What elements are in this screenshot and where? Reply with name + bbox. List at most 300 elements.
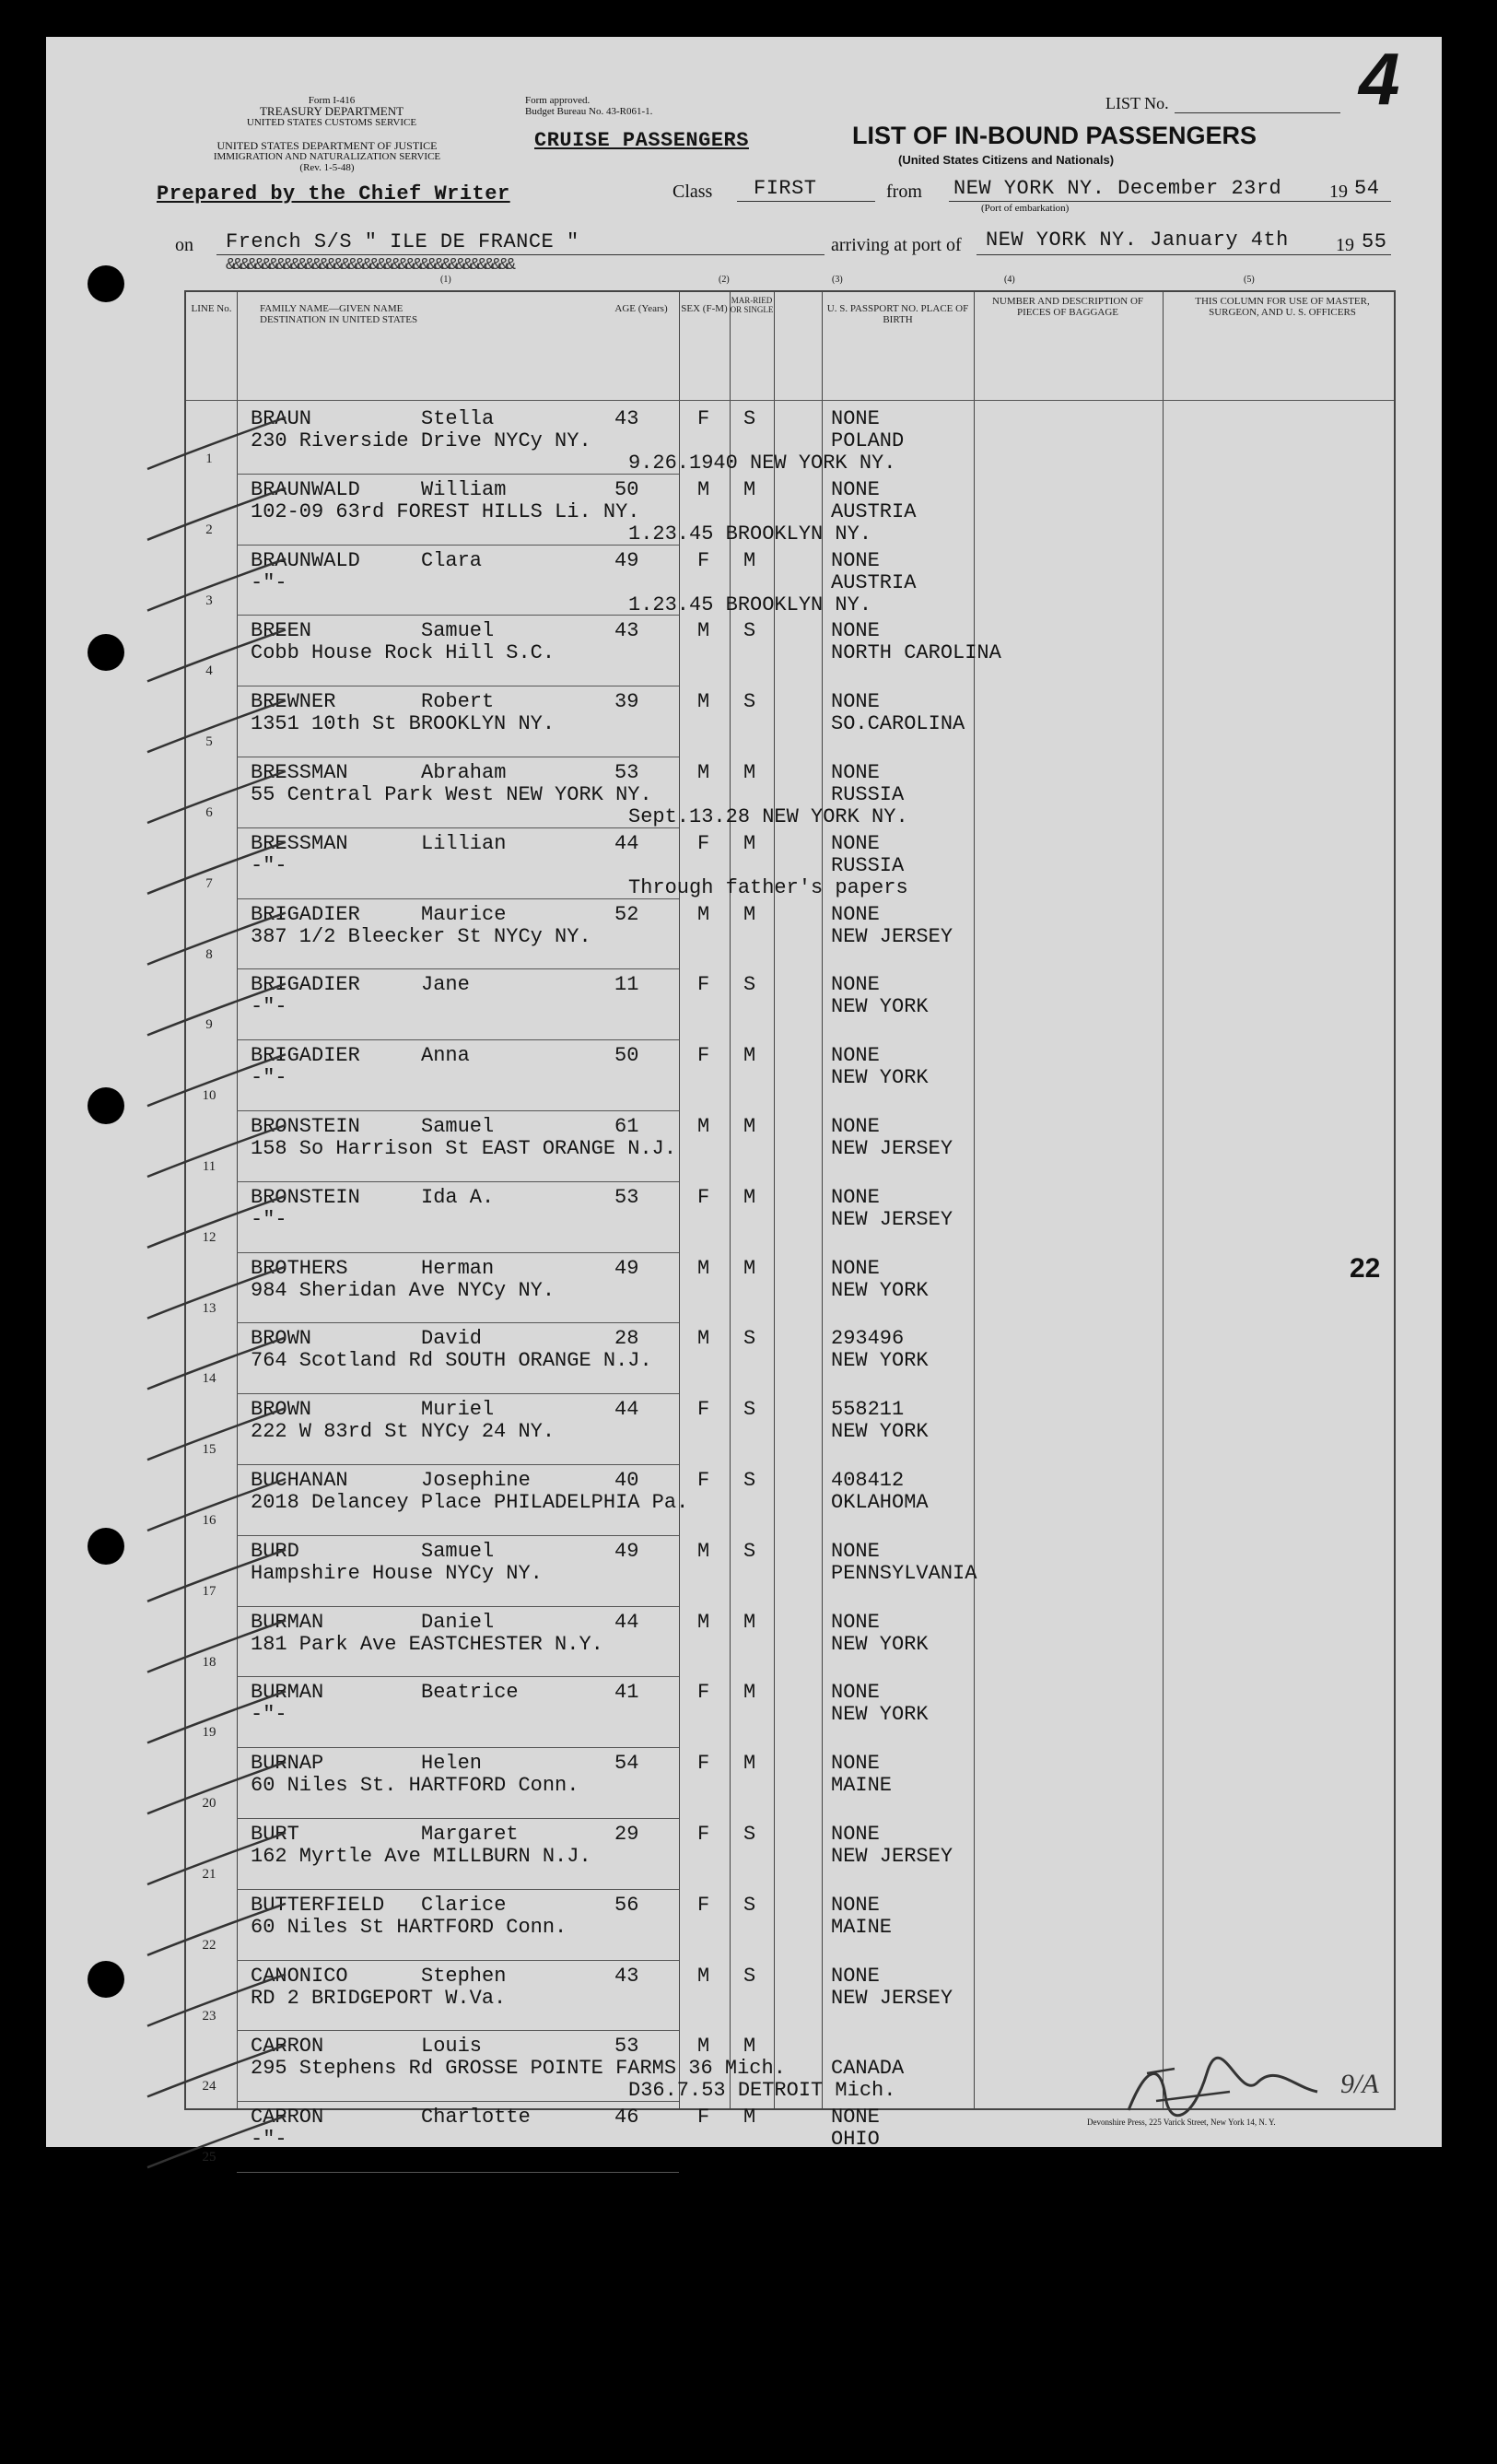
passenger-sex: M	[697, 761, 710, 784]
passenger-destination: 1351 10th St BROOKLYN NY.	[251, 712, 556, 736]
passenger-given-name: Samuel	[421, 1115, 495, 1138]
passenger-birthplace: RUSSIA	[831, 853, 905, 877]
passenger-surname: BURMAN	[251, 1681, 324, 1705]
line-number: 24	[202, 2079, 216, 2094]
col-number-3: (3)	[832, 275, 843, 285]
passenger-destination: -"-	[251, 1066, 287, 1090]
passenger-sex: F	[697, 1398, 710, 1422]
passenger-birthplace: NEW YORK	[831, 1278, 929, 1302]
revision-label: (Rev. 1-5-48)	[299, 162, 355, 173]
passenger-sex: M	[697, 1327, 710, 1351]
list-title: LIST OF IN-BOUND PASSENGERS	[852, 122, 1257, 149]
passenger-passport: NONE	[831, 973, 880, 997]
passenger-passport: NONE	[831, 690, 880, 714]
passenger-birthplace: MAINE	[831, 1915, 893, 1939]
passenger-passport: NONE	[831, 761, 880, 784]
passenger-passport: NONE	[831, 1185, 880, 1209]
passenger-age: 53	[614, 1185, 639, 1209]
passenger-surname: BRAUNWALD	[251, 477, 360, 501]
passenger-destination: 222 W 83rd St NYCy 24 NY.	[251, 1420, 556, 1444]
from-label: from	[886, 182, 922, 202]
passenger-marital-status: S	[743, 1469, 756, 1492]
passenger-sex: F	[697, 1469, 710, 1492]
naturalization-note: D36.7.53 DETROIT Mich.	[628, 2079, 896, 2103]
passenger-destination: 2018 Delancey Place PHILADELPHIA Pa.	[251, 1491, 689, 1514]
passenger-sex: M	[697, 1539, 710, 1563]
passenger-passport: 558211	[831, 1398, 905, 1422]
passenger-surname: BRONSTEIN	[251, 1115, 360, 1138]
passenger-destination: 984 Sheridan Ave NYCy NY.	[251, 1278, 556, 1302]
passenger-given-name: Muriel	[421, 1398, 495, 1422]
vessel-line	[216, 254, 825, 255]
customs-label: UNITED STATES CUSTOMS SERVICE	[246, 117, 417, 128]
passenger-sex: M	[697, 1964, 710, 1988]
passenger-age: 46	[614, 2106, 639, 2130]
page-number: 4	[1359, 38, 1400, 120]
passenger-marital-status: S	[743, 973, 756, 997]
row-divider	[237, 1606, 679, 1607]
passenger-destination: RD 2 BRIDGEPORT W.Va.	[251, 1986, 507, 2010]
passenger-passport: NONE	[831, 1115, 880, 1138]
from-line	[949, 201, 1391, 202]
passenger-age: 44	[614, 1610, 639, 1634]
passenger-surname: BRONSTEIN	[251, 1185, 360, 1209]
passenger-surname: BREWNER	[251, 690, 336, 714]
passenger-surname: BRAUNWALD	[251, 548, 360, 572]
class-value: FIRST	[754, 177, 817, 200]
passenger-sex: F	[697, 1044, 710, 1068]
ins-label: IMMIGRATION AND NATURALIZATION SERVICE	[213, 151, 441, 162]
passenger-birthplace: POLAND	[831, 429, 905, 452]
line-number: 10	[202, 1088, 216, 1104]
passenger-given-name: Beatrice	[421, 1681, 519, 1705]
passenger-passport: NONE	[831, 1893, 880, 1917]
arriving-label: arriving at port of	[831, 235, 962, 255]
arriving-year-prefix: 19	[1336, 235, 1354, 255]
passenger-given-name: Abraham	[421, 761, 507, 784]
passenger-birthplace: AUSTRIA	[831, 499, 917, 523]
passenger-destination: -"-	[251, 1703, 287, 1727]
passenger-sex: F	[697, 831, 710, 855]
passenger-age: 39	[614, 690, 639, 714]
passenger-age: 53	[614, 2035, 639, 2059]
table-row	[186, 968, 1394, 1038]
passenger-marital-status: S	[743, 1398, 756, 1422]
from-value: NEW YORK NY. December 23rd	[953, 177, 1282, 200]
cruise-passengers-label: CRUISE PASSENGERS	[534, 129, 749, 152]
passenger-passport: NONE	[831, 831, 880, 855]
passenger-birthplace: SO.CAROLINA	[831, 712, 965, 736]
passenger-marital-status: M	[743, 1681, 756, 1705]
col-number-2: (2)	[719, 275, 730, 285]
passenger-birthplace: NEW JERSEY	[831, 1207, 953, 1231]
passenger-sex: F	[697, 2106, 710, 2130]
row-divider	[237, 1110, 679, 1111]
passenger-age: 50	[614, 477, 639, 501]
line-number: 20	[202, 1796, 216, 1812]
table-row	[186, 1606, 1394, 1676]
passenger-passport: NONE	[831, 548, 880, 572]
line-number: 1	[205, 452, 213, 466]
passenger-given-name: Samuel	[421, 619, 495, 643]
passenger-sex: F	[697, 1752, 710, 1776]
passenger-age: 49	[614, 1256, 639, 1280]
punch-hole	[88, 1087, 124, 1124]
passenger-marital-status: S	[743, 407, 756, 430]
margin-note: 22	[1350, 1253, 1381, 1284]
passenger-given-name: Lillian	[421, 831, 507, 855]
row-divider	[237, 1818, 679, 1819]
arriving-value: NEW YORK NY. January 4th	[986, 229, 1289, 252]
passenger-given-name: Samuel	[421, 1539, 495, 1563]
table-row	[186, 545, 1394, 615]
list-subtitle: (United States Citizens and Nationals)	[898, 153, 1115, 167]
passenger-age: 44	[614, 831, 639, 855]
col-header-sex: SEX (F-M)	[681, 303, 728, 314]
from-year-prefix: 19	[1329, 182, 1348, 202]
table-row	[186, 1393, 1394, 1463]
line-number: 5	[205, 734, 213, 750]
passenger-surname: CARRON	[251, 2106, 324, 2130]
signature-note: 9/A	[1340, 2069, 1379, 2099]
passenger-passport: 408412	[831, 1469, 905, 1492]
passenger-birthplace: OKLAHOMA	[831, 1491, 929, 1514]
passenger-surname: BROWN	[251, 1327, 312, 1351]
col-header-name: FAMILY NAME—GIVEN NAME DESTINATION IN UNITED STATES	[260, 303, 418, 325]
line-number: 3	[205, 593, 213, 608]
passenger-destination: 102-09 63rd FOREST HILLS Li. NY.	[251, 499, 640, 523]
col-header-age: AGE (Years)	[614, 303, 668, 314]
passenger-given-name: Helen	[421, 1752, 483, 1776]
passenger-surname: BURMAN	[251, 1610, 324, 1634]
passenger-surname: BRAUN	[251, 407, 312, 430]
passenger-given-name: Daniel	[421, 1610, 495, 1634]
passenger-age: 11	[614, 973, 639, 997]
passenger-destination: 387 1/2 Bleecker St NYCy NY.	[251, 924, 591, 948]
passenger-age: 50	[614, 1044, 639, 1068]
list-no-label: LIST No.	[1105, 94, 1169, 112]
table-row	[186, 1676, 1394, 1746]
line-number: 19	[202, 1725, 216, 1741]
passenger-destination: 230 Riverside Drive NYCy NY.	[251, 429, 591, 452]
naturalization-note: 1.23.45 BROOKLYN NY.	[628, 593, 872, 616]
officer-signature	[1119, 2046, 1331, 2129]
passenger-given-name: Anna	[421, 1044, 470, 1068]
line-number: 9	[205, 1017, 213, 1033]
passenger-surname: BRIGADIER	[251, 973, 360, 997]
passenger-age: 28	[614, 1327, 639, 1351]
passenger-marital-status: M	[743, 1256, 756, 1280]
passenger-destination: 764 Scotland Rd SOUTH ORANGE N.J.	[251, 1349, 652, 1373]
passenger-given-name: Margaret	[421, 1823, 519, 1846]
table-row	[186, 686, 1394, 756]
naturalization-note: Sept.13.28 NEW YORK NY.	[628, 805, 908, 828]
passenger-given-name: Robert	[421, 690, 495, 714]
passenger-sex: F	[697, 407, 710, 430]
passenger-sex: M	[697, 1256, 710, 1280]
passenger-age: 53	[614, 761, 639, 784]
treasury-label: TREASURY DEPARTMENT	[259, 104, 404, 118]
passenger-marital-status: M	[743, 1752, 756, 1776]
line-number: 4	[205, 663, 213, 679]
col-header-officers: THIS COLUMN FOR USE OF MASTER, SURGEON, AND U. S. OFFICERS	[1195, 296, 1370, 318]
passenger-surname: BRESSMAN	[251, 831, 348, 855]
punch-hole	[88, 1961, 124, 1998]
port-embarkation-label: (Port of embarkation)	[981, 203, 1070, 214]
passenger-surname: BRESSMAN	[251, 761, 348, 784]
passenger-passport: 293496	[831, 1327, 905, 1351]
passenger-given-name: Stella	[421, 407, 495, 430]
col-number-4: (4)	[1004, 275, 1015, 285]
passenger-birthplace: MAINE	[831, 1774, 893, 1798]
row-divider	[237, 1889, 679, 1890]
prepared-by: Prepared by the Chief Writer	[157, 182, 510, 205]
arriving-line	[977, 254, 1391, 255]
passenger-age: 56	[614, 1893, 639, 1917]
naturalization-note: Through father's papers	[628, 875, 908, 899]
row-divider	[237, 1039, 679, 1040]
passenger-passport: NONE	[831, 619, 880, 643]
passenger-birthplace: CANADA	[831, 2057, 905, 2081]
passenger-age: 61	[614, 1115, 639, 1138]
printer-note: Devonshire Press, 225 Varick Street, New York 14, N. Y.	[1087, 2118, 1276, 2127]
table-row	[186, 757, 1394, 827]
justice-label: UNITED STATES DEPARTMENT OF JUSTICE	[216, 139, 438, 152]
passenger-sex: F	[697, 1681, 710, 1705]
passenger-surname: BREEN	[251, 619, 312, 643]
passenger-marital-status: S	[743, 1964, 756, 1988]
passenger-birthplace: RUSSIA	[831, 783, 905, 806]
passenger-sex: F	[697, 973, 710, 997]
passenger-destination: 181 Park Ave EASTCHESTER N.Y.	[251, 1632, 603, 1656]
passenger-birthplace: NEW YORK	[831, 1632, 929, 1656]
passenger-age: 43	[614, 1964, 639, 1988]
passenger-passport: NONE	[831, 1539, 880, 1563]
class-label: Class	[672, 182, 713, 202]
passenger-birthplace: AUSTRIA	[831, 570, 917, 594]
from-year: 54	[1354, 177, 1380, 200]
punch-hole	[88, 265, 124, 302]
class-line	[737, 201, 875, 202]
passenger-destination: 55 Central Park West NEW YORK NY.	[251, 783, 652, 806]
line-number: 6	[205, 805, 213, 820]
passenger-destination: Cobb House Rock Hill S.C.	[251, 641, 556, 665]
table-row	[186, 1818, 1394, 1888]
passenger-destination: 162 Myrtle Ave MILLBURN N.J.	[251, 1845, 591, 1868]
passenger-birthplace: NEW YORK	[831, 1066, 929, 1090]
row-divider	[237, 968, 679, 969]
manifest-page	[46, 37, 1442, 2165]
passenger-surname: BUTTERFIELD	[251, 1893, 385, 1917]
passenger-destination: 60 Niles St. HARTFORD Conn.	[251, 1774, 579, 1798]
passenger-passport: NONE	[831, 1044, 880, 1068]
table-row	[186, 827, 1394, 898]
passenger-surname: CARRON	[251, 2035, 324, 2059]
line-number: 21	[202, 1867, 216, 1882]
line-number: 13	[202, 1300, 216, 1316]
passenger-marital-status: S	[743, 690, 756, 714]
passenger-age: 49	[614, 548, 639, 572]
passenger-sex: M	[697, 1115, 710, 1138]
passenger-sex: M	[697, 619, 710, 643]
row-divider	[237, 615, 679, 616]
passenger-passport: NONE	[831, 1752, 880, 1776]
passenger-destination: -"-	[251, 995, 287, 1019]
col-header-baggage: NUMBER AND DESCRIPTION OF PIECES OF BAGGAGE	[991, 296, 1144, 318]
passenger-given-name: Ida A.	[421, 1185, 495, 1209]
line-number: 15	[202, 1442, 216, 1458]
col-header-passport: U. S. PASSPORT NO. PLACE OF BIRTH	[826, 303, 969, 325]
passenger-passport: NONE	[831, 1610, 880, 1634]
table-row	[186, 1889, 1394, 1959]
table-row	[186, 474, 1394, 544]
passenger-given-name: Jane	[421, 973, 470, 997]
table-row	[186, 1322, 1394, 1392]
passenger-age: 49	[614, 1539, 639, 1563]
passenger-given-name: Clara	[421, 548, 483, 572]
passenger-marital-status: M	[743, 902, 756, 926]
table-row	[186, 1747, 1394, 1817]
passenger-marital-status: M	[743, 477, 756, 501]
row-divider	[237, 1252, 679, 1253]
passenger-sex: M	[697, 902, 710, 926]
row-divider	[237, 1535, 679, 1536]
passenger-given-name: Louis	[421, 2035, 483, 2059]
table-row	[186, 403, 1394, 473]
passenger-sex: M	[697, 1610, 710, 1634]
passenger-birthplace: NEW YORK	[831, 995, 929, 1019]
passenger-marital-status: S	[743, 1539, 756, 1563]
passenger-age: 40	[614, 1469, 639, 1492]
passenger-destination: Hampshire House NYCy NY.	[251, 1561, 543, 1585]
passenger-age: 44	[614, 1398, 639, 1422]
row-divider	[237, 827, 679, 828]
passenger-birthplace: NEW JERSEY	[831, 1845, 953, 1868]
row-divider	[237, 2101, 679, 2102]
line-number: 25	[202, 2150, 216, 2165]
passenger-age: 41	[614, 1681, 639, 1705]
passenger-destination: -"-	[251, 570, 287, 594]
passenger-sex: M	[697, 690, 710, 714]
passenger-birthplace: NEW YORK	[831, 1420, 929, 1444]
form-number: Form I-416	[308, 95, 356, 106]
vessel-name: French S/S " ILE DE FRANCE "	[226, 230, 579, 253]
passenger-surname: BROTHERS	[251, 1256, 348, 1280]
header-divider	[186, 400, 1394, 401]
budget-label: Budget Bureau No. 43-R061-1.	[525, 106, 653, 117]
passenger-marital-status: M	[743, 2035, 756, 2059]
line-number: 17	[202, 1583, 216, 1599]
col-number-5: (5)	[1244, 275, 1255, 285]
list-no-line	[1175, 112, 1340, 113]
passenger-sex: F	[697, 1823, 710, 1846]
line-number: 14	[202, 1371, 216, 1387]
line-number: 11	[202, 1159, 216, 1174]
passenger-given-name: Herman	[421, 1256, 495, 1280]
row-divider	[237, 1322, 679, 1323]
passenger-birthplace: NEW JERSEY	[831, 924, 953, 948]
passenger-surname: BURD	[251, 1539, 299, 1563]
passenger-given-name: Josephine	[421, 1469, 531, 1492]
row-divider	[237, 545, 679, 546]
punch-hole	[88, 1528, 124, 1565]
row-divider	[237, 474, 679, 475]
passenger-surname: BURT	[251, 1823, 299, 1846]
line-number: 8	[205, 946, 213, 962]
passenger-destination: 158 So Harrison St EAST ORANGE N.J.	[251, 1137, 677, 1160]
line-number: 2	[205, 522, 213, 537]
row-divider	[237, 1676, 679, 1677]
passenger-marital-status: S	[743, 619, 756, 643]
line-number: 22	[202, 1937, 216, 1953]
naturalization-note: 9.26.1940 NEW YORK NY.	[628, 452, 896, 475]
passenger-surname: BROWN	[251, 1398, 312, 1422]
passenger-birthplace: NEW YORK	[831, 1349, 929, 1373]
row-divider	[237, 1747, 679, 1748]
naturalization-note: 1.23.45 BROOKLYN NY.	[628, 522, 872, 546]
passenger-surname: BUCHANAN	[251, 1469, 348, 1492]
table-row	[186, 1181, 1394, 1251]
passenger-birthplace: NEW YORK	[831, 1703, 929, 1727]
struck-text: &&&&&&&&&&&&&&&&&&&&&&&&&&&&&&&&&&&&&&&&	[226, 256, 514, 275]
passenger-surname: BURNAP	[251, 1752, 324, 1776]
passenger-sex: F	[697, 1893, 710, 1917]
col-header-line-no: LINE No.	[191, 303, 232, 314]
passenger-marital-status: M	[743, 2106, 756, 2130]
passenger-birthplace: PENNSYLVANIA	[831, 1561, 977, 1585]
passenger-passport: NONE	[831, 2106, 880, 2130]
table-row	[186, 1535, 1394, 1605]
row-divider	[237, 2172, 679, 2173]
passenger-marital-status: S	[743, 1823, 756, 1846]
row-divider	[237, 1960, 679, 1961]
passenger-marital-status: S	[743, 1327, 756, 1351]
passenger-marital-status: M	[743, 1610, 756, 1634]
justice-block	[175, 140, 479, 173]
passenger-birthplace: NORTH CAROLINA	[831, 641, 1001, 665]
punch-hole	[88, 634, 124, 671]
approval-block	[525, 95, 652, 117]
passenger-age: 54	[614, 1752, 639, 1776]
passenger-marital-status: M	[743, 1185, 756, 1209]
passenger-destination: 295 Stephens Rd GROSSE POINTE FARMS 36 Mich.	[251, 2057, 786, 2081]
passenger-passport: NONE	[831, 407, 880, 430]
passenger-passport: NONE	[831, 1256, 880, 1280]
passenger-birthplace: NEW JERSEY	[831, 1137, 953, 1160]
passenger-marital-status: M	[743, 761, 756, 784]
passenger-given-name: Charlotte	[421, 2106, 531, 2130]
passenger-destination: 60 Niles St HARTFORD Conn.	[251, 1915, 567, 1939]
table-row	[186, 1960, 1394, 2030]
row-divider	[237, 1393, 679, 1394]
passenger-marital-status: M	[743, 831, 756, 855]
passenger-given-name: William	[421, 477, 507, 501]
passenger-surname: BRIGADIER	[251, 1044, 360, 1068]
table-row	[186, 1252, 1394, 1322]
arriving-year: 55	[1362, 230, 1387, 253]
table-row	[186, 898, 1394, 968]
line-number: 16	[202, 1513, 216, 1528]
passenger-passport: NONE	[831, 477, 880, 501]
passenger-birthplace: NEW JERSEY	[831, 1986, 953, 2010]
passenger-age: 52	[614, 902, 639, 926]
passenger-surname: CANONICO	[251, 1964, 348, 1988]
table-row	[186, 615, 1394, 685]
col-header-married: MAR-RIED OR SINGLE	[730, 296, 774, 314]
passenger-destination: -"-	[251, 2128, 287, 2152]
row-divider	[237, 898, 679, 899]
passenger-passport: NONE	[831, 1964, 880, 1988]
